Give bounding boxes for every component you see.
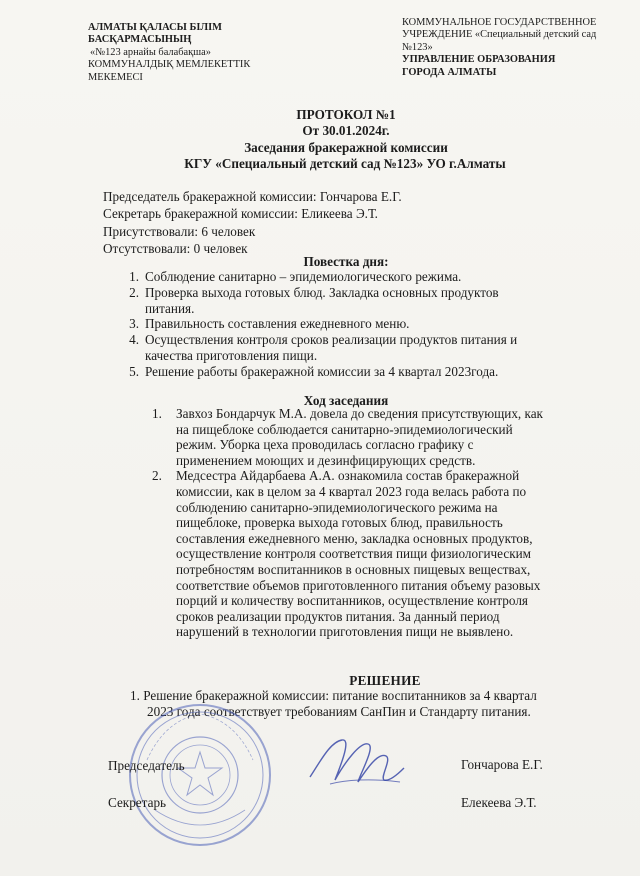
header-right-line: УПРАВЛЕНИЕ ОБРАЗОВАНИЯ [402,54,556,66]
progress-line: Медсестра Айдарбаева А.А. ознакомила состав бракеражной [176,468,520,484]
secretary-label: Секретарь [108,795,167,810]
header-right-line: УЧРЕЖДЕНИЕ «Специальный детский сад [402,29,597,41]
decision-title: РЕШЕНИЕ [349,673,421,688]
header-right [402,17,596,79]
header-left-line: «№123 арнайы балабақша» [90,46,211,58]
header-left-line: МЕКЕМЕСІ [88,71,143,83]
decision-line: 1. Решение бракеражной комиссии: питание воспитанников за 4 квартал [130,688,537,703]
progress-line: на пищеблоке соблюдается санитарно-эпидемиологический [176,421,513,437]
organization-name: КГУ «Специальный детский сад №123» УО г.Алматы [184,156,506,172]
agenda-item-number: 3. [129,316,139,332]
absent-line: Отсутствовали: 0 человек [103,241,248,257]
progress-line: потребностям воспитанников в основных пищевых веществах, [176,561,531,577]
agenda-item-text: Правильность составления ежедневного меню. [145,316,410,332]
progress-line: Завхоз Бондарчук М.А. довела до сведения присутствующих, как [176,406,543,421]
progress-line: комиссии, как в целом за 4 квартал 2023 года велась работа по [176,483,527,499]
progress-item-text [176,468,540,640]
official-stamp [125,700,275,850]
agenda-item-text: Проверка выхода готовых блюд. Закладка основных продуктов [145,284,499,300]
progress-item [152,468,543,640]
meeting-meta [103,188,402,258]
progress-list [152,406,543,640]
decision-line: 2023 года соответствует требованиям СанПин и Стандарту питания. [147,703,531,719]
agenda-item-number: 2. [129,284,139,300]
meeting-title: Заседания бракеражной комиссии [244,139,448,155]
agenda-item: качества приготовления пищи. [145,347,318,363]
progress-item-number: 1. [152,406,162,421]
agenda-item [108,364,517,380]
header-left-line: АЛМАТЫ ҚАЛАСЫ БІЛІМ [88,22,222,33]
header-left-line: КОММУНАЛДЫҚ МЕМЛЕКЕТТІК [88,59,251,71]
chair-signature [300,722,410,802]
agenda-item-number: 5. [129,363,139,379]
progress-line: нарушений в технологии приготовления пищи не выявлено. [176,624,514,640]
agenda-item-text: Осуществления контроля сроков реализации продуктов питания и [145,332,518,348]
agenda-item-number: 1. [129,269,139,284]
agenda-item-text: Решение работы бракеражной комиссии за 4 квартал 2023года. [145,363,499,379]
agenda-item [108,285,517,301]
present-line: Присутствовали: 6 человек [103,223,256,239]
header-right-line: №123» [402,41,433,53]
agenda-item-text: Соблюдение санитарно – эпидемиологического режима. [145,269,462,284]
secretary-line: Секретарь бракеражной комиссии: Еликеева Э.Т. [103,206,378,222]
agenda-item [108,269,517,285]
protocol-date: От 30.01.2024г. [302,123,390,139]
protocol-title: ПРОТОКОЛ №1 [296,107,396,122]
header-left [88,22,250,84]
progress-title: Ход заседания [303,393,389,408]
chair-label: Председатель [108,758,185,773]
progress-item-number: 2. [152,468,162,484]
agenda-list [108,269,517,380]
header-left-line: БАСҚАРМАСЫНЫҢ [88,34,192,46]
agenda-item [108,332,517,348]
agenda-item [108,316,517,332]
progress-line: составления ежедневного меню, закладка основных продуктов, [176,530,533,546]
progress-line: пищеблоке, проверка выхода готовых блюд, правильность [176,515,503,531]
progress-item-text [176,406,543,468]
agenda-item-number: 4. [129,332,139,348]
progress-item [152,406,543,468]
secretary-name: Елекеева Э.Т. [461,795,537,810]
title-block [0,107,640,173]
agenda-item: питания. [145,300,195,316]
progress-line: осуществление контроля соответствия пищи физиологическим [176,546,532,562]
progress-line: применением моющих и дезинфицирующих средств. [176,452,476,468]
agenda-title: Повестка дня: [303,254,389,269]
progress-line: соответствие объемов приготовленного питания объему разовых [176,577,541,593]
progress-line: режим. Уборка цеха проводилась согласно графику с [176,437,474,453]
progress-line: сроков реализации продуктов питания. За данный период [176,608,500,624]
chair-line: Председатель бракеражной комиссии: Гончарова Е.Г. [103,189,402,204]
header-right-line: ГОРОДА АЛМАТЫ [402,66,497,78]
header-right-line: КОММУНАЛЬНОЕ ГОСУДАРСТВЕННОЕ [402,17,597,28]
progress-line: порций и количеству воспитанников, осуществление контроля [176,593,528,609]
chair-name: Гончарова Е.Г. [461,757,543,772]
progress-line: соблюдению санитарно-эпидемиологического режима на [176,499,498,515]
